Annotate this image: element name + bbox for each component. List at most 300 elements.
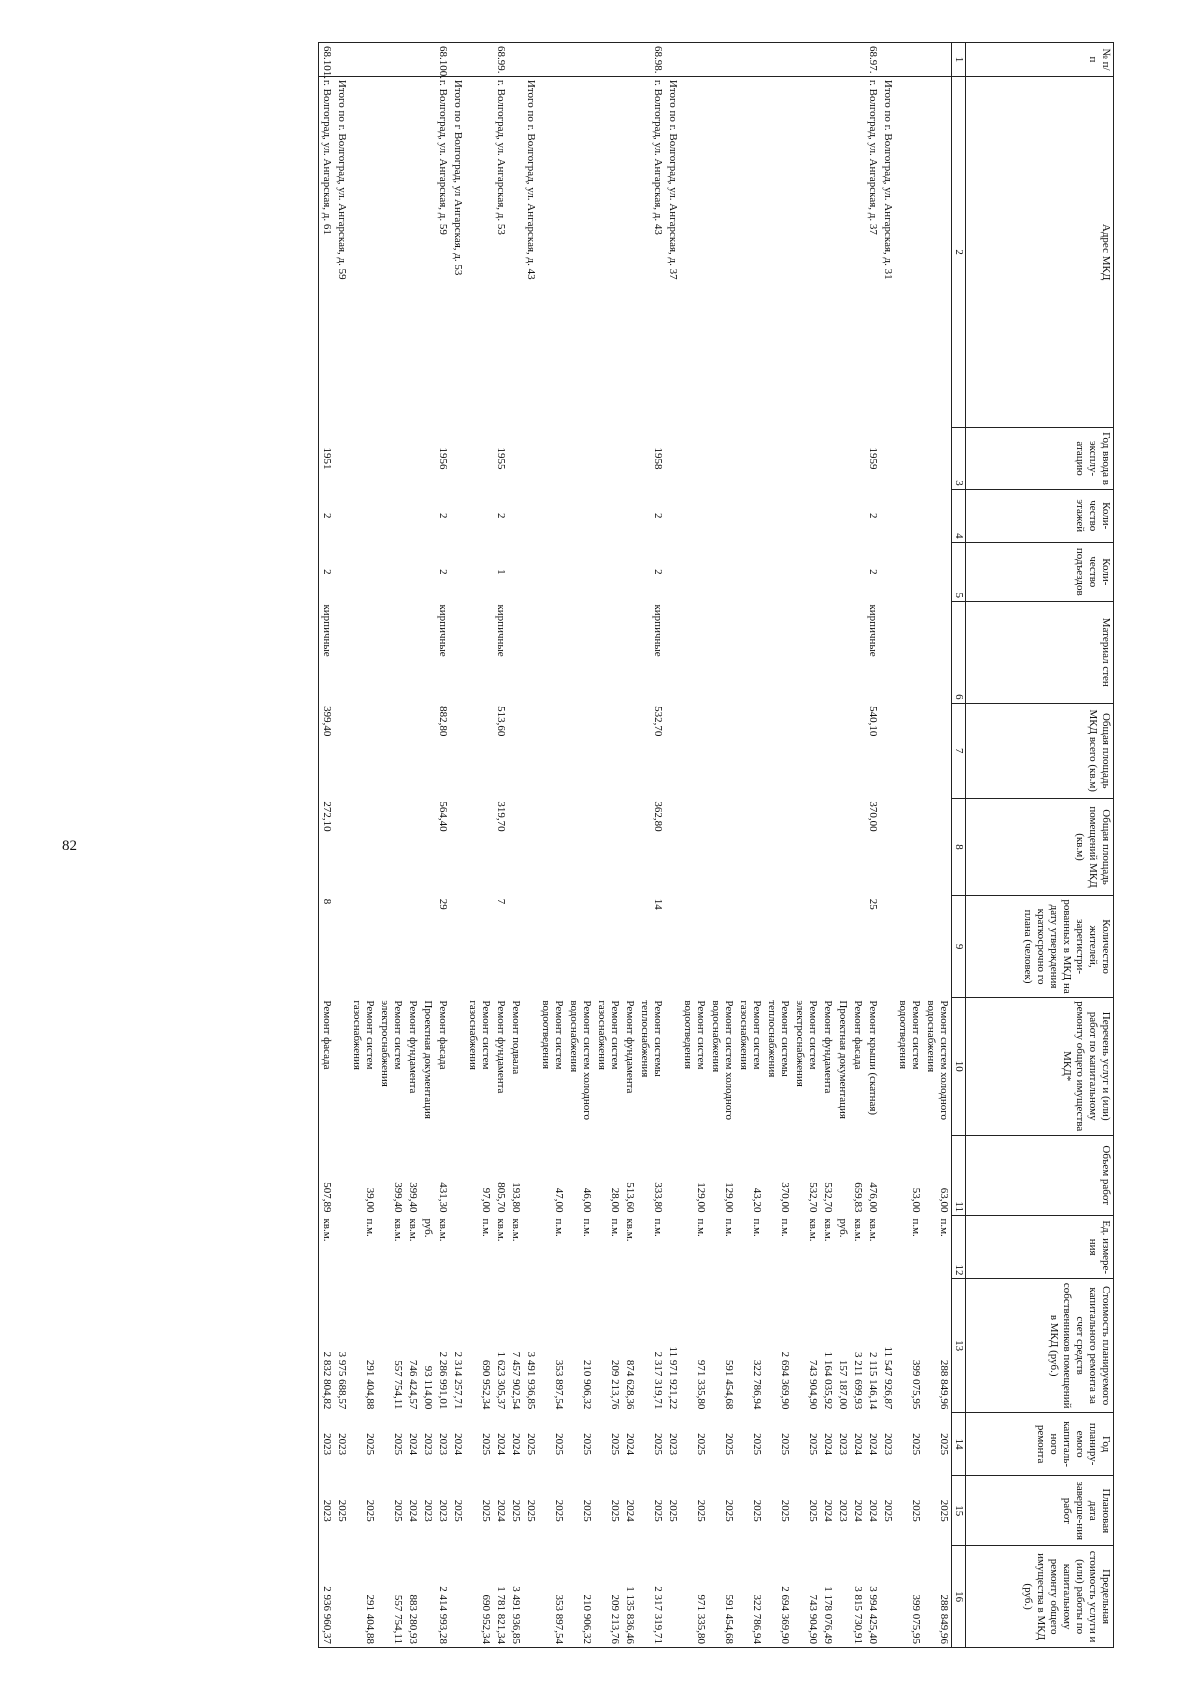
- empty-cell: [405, 43, 420, 77]
- work-cost: 874 628,36: [624, 1359, 636, 1410]
- subtotal-label: Итого по г. Волгоград, ул. Ангарская, д. 31: [882, 79, 894, 280]
- empty-cell: [680, 428, 708, 489]
- empty-cell: [377, 428, 405, 489]
- empty-cell: [665, 43, 680, 77]
- empty-cell: [594, 428, 622, 489]
- empty-cell: [665, 428, 680, 489]
- residents-count: 29: [437, 898, 449, 910]
- entrances-count: 2: [867, 569, 879, 575]
- work-cost: 3 211 699,93: [852, 1352, 864, 1410]
- empty-cell: [622, 703, 637, 798]
- work-unit: п.м.: [910, 1218, 922, 1237]
- empty-cell: [594, 542, 622, 601]
- capital-repair-table: [318, 42, 1114, 1648]
- work-unit: кв.м.: [495, 1218, 507, 1242]
- work-volume: 370,00: [779, 1182, 791, 1213]
- work-volume: 43,20: [751, 1187, 763, 1213]
- empty-cell: [349, 43, 377, 77]
- empty-cell: [923, 798, 952, 895]
- work-end-date: 2024: [822, 1499, 834, 1522]
- work-volume: 333,80: [652, 1182, 664, 1213]
- empty-cell: [508, 489, 523, 542]
- work-row: [508, 43, 523, 1648]
- column-number: 16: [952, 1546, 966, 1648]
- work-volume: 532,70: [822, 1182, 834, 1213]
- empty-cell: [923, 489, 952, 542]
- work-end-date: 2023: [321, 1499, 333, 1522]
- work-unit: п.м.: [364, 1218, 376, 1237]
- work-row: [708, 43, 736, 1648]
- work-limit-cost: 883 280,93: [407, 1594, 419, 1644]
- work-year: 2025: [779, 1433, 791, 1456]
- column-number: 4: [952, 489, 966, 542]
- empty-cell: [450, 489, 465, 542]
- work-volume: 399,40: [392, 1182, 404, 1213]
- empty-cell: [377, 76, 405, 427]
- column-number: 1: [952, 43, 966, 77]
- work-limit-cost: 3 994 425,40: [867, 1586, 879, 1644]
- area-rooms: 319,70: [495, 801, 507, 832]
- empty-cell: [377, 896, 405, 998]
- subtotal-label: Итого по г. Волгоград, ул. Ангарская, д. 37: [667, 79, 679, 280]
- work-cost: 209 213,76: [609, 1359, 621, 1410]
- empty-cell: [895, 428, 923, 489]
- empty-cell: [566, 601, 594, 703]
- residents-count: 8: [321, 898, 333, 905]
- wall-material: кирпичные: [652, 604, 664, 657]
- empty-cell: [508, 428, 523, 489]
- empty-cell: [538, 43, 566, 77]
- empty-cell: [835, 703, 850, 798]
- column-number: 6: [952, 601, 966, 703]
- empty-cell: [622, 489, 637, 542]
- empty-cell: [835, 542, 850, 601]
- empty-cell: [708, 489, 736, 542]
- work-year: 2025: [938, 1433, 950, 1456]
- work-limit-cost: 2 414 993,28: [437, 1586, 449, 1644]
- empty-cell: [420, 542, 435, 601]
- work-cost: 291 404,88: [364, 1359, 376, 1410]
- work-limit-cost: 557 754,11: [392, 1594, 404, 1644]
- subtotal-cost: 2 314 257,71: [452, 1351, 464, 1410]
- empty-cell: [764, 76, 792, 427]
- empty-cell: [523, 997, 538, 1135]
- empty-cell: [377, 798, 405, 895]
- subtotal-year: 2023: [882, 1433, 894, 1456]
- subtotal-cost: 11 971 921,22: [667, 1346, 679, 1410]
- work-cost: 743 904,90: [807, 1359, 819, 1410]
- work-limit-cost: [835, 1546, 850, 1648]
- subtotal-end-date: 2025: [667, 1499, 679, 1522]
- work-volume: 476,00: [867, 1182, 879, 1213]
- work-limit-cost: 210 906,32: [581, 1594, 593, 1644]
- empty-cell: [334, 1215, 349, 1279]
- work-limit-cost: 322 786,94: [751, 1594, 763, 1644]
- work-name: Ремонт фасада: [437, 1000, 449, 1070]
- empty-cell: [405, 703, 420, 798]
- empty-cell: [680, 601, 708, 703]
- work-name: Ремонт подвала: [510, 1000, 522, 1075]
- floors-count: 2: [652, 512, 664, 519]
- work-name: Проектная документация: [837, 1000, 849, 1119]
- work-year: 2025: [652, 1433, 664, 1456]
- empty-cell: [450, 1546, 465, 1648]
- empty-cell: [880, 601, 895, 703]
- column-number: 8: [952, 798, 966, 895]
- year-built: 1959: [867, 447, 879, 470]
- column-number: 3: [952, 428, 966, 489]
- empty-cell: [523, 703, 538, 798]
- subtotal-row: [450, 43, 465, 1648]
- empty-cell: [665, 703, 680, 798]
- empty-cell: [566, 489, 594, 542]
- empty-cell: [566, 703, 594, 798]
- empty-cell: [665, 1546, 680, 1648]
- work-year: 2024: [510, 1433, 522, 1456]
- building-address: г. Волгоград, ул. Ангарская, д. 53: [495, 79, 507, 235]
- empty-cell: [736, 542, 764, 601]
- empty-cell: [880, 896, 895, 998]
- empty-cell: [820, 43, 835, 77]
- work-name: Ремонт систем газоснабжения: [351, 1000, 376, 1070]
- empty-cell: [850, 489, 865, 542]
- work-year: 2023: [321, 1433, 333, 1456]
- empty-cell: [420, 896, 435, 998]
- work-limit-cost: 2 936 960,37: [321, 1586, 333, 1644]
- empty-cell: [880, 1546, 895, 1648]
- work-volume: [420, 1135, 435, 1215]
- empty-cell: [622, 43, 637, 77]
- empty-cell: [736, 428, 764, 489]
- empty-cell: [377, 542, 405, 601]
- work-end-date: 2025: [480, 1499, 492, 1522]
- subtotal-row: [334, 43, 349, 1648]
- subtotal-cost: 3 491 936,85: [525, 1351, 537, 1410]
- empty-cell: [792, 428, 820, 489]
- work-row: [377, 43, 405, 1648]
- work-end-date: 2025: [751, 1499, 763, 1522]
- column-number: 14: [952, 1412, 966, 1476]
- empty-cell: [792, 798, 820, 895]
- empty-cell: [566, 542, 594, 601]
- empty-cell: [523, 542, 538, 601]
- work-unit: п.м.: [723, 1218, 735, 1237]
- empty-cell: [334, 896, 349, 998]
- work-unit: п.м.: [480, 1218, 492, 1237]
- work-unit: руб.: [422, 1218, 434, 1238]
- empty-cell: [665, 1135, 680, 1215]
- empty-cell: [880, 1215, 895, 1279]
- empty-cell: [566, 428, 594, 489]
- work-year: 2025: [609, 1433, 621, 1456]
- work-year: 2025: [910, 1433, 922, 1456]
- area-total: 513,60: [495, 706, 507, 737]
- empty-cell: [465, 76, 493, 427]
- empty-cell: [835, 601, 850, 703]
- empty-cell: [349, 542, 377, 601]
- work-unit: руб.: [837, 1218, 849, 1238]
- empty-cell: [792, 703, 820, 798]
- work-end-date: 2024: [407, 1499, 419, 1522]
- empty-cell: [450, 798, 465, 895]
- work-row: [594, 43, 622, 1648]
- column-number: 10: [952, 997, 966, 1135]
- empty-cell: [820, 542, 835, 601]
- empty-cell: [820, 703, 835, 798]
- empty-cell: [523, 428, 538, 489]
- empty-cell: [450, 896, 465, 998]
- work-unit: кв.м.: [437, 1218, 449, 1242]
- work-volume: 28,00: [609, 1187, 621, 1213]
- year-built: 1955: [495, 447, 507, 470]
- empty-cell: [594, 76, 622, 427]
- residents-count: 14: [652, 898, 664, 910]
- work-end-date: 2025: [652, 1499, 664, 1522]
- empty-cell: [420, 489, 435, 542]
- empty-cell: [334, 428, 349, 489]
- subtotal-label: Итого по г. Волгоград, ул. Ангарская, д. 59: [336, 79, 348, 280]
- entrances-count: 2: [321, 569, 333, 575]
- empty-cell: [465, 798, 493, 895]
- empty-cell: [594, 896, 622, 998]
- area-total: 399,40: [321, 706, 333, 737]
- work-limit-cost: 1 178 076,49: [822, 1586, 834, 1644]
- empty-cell: [349, 428, 377, 489]
- empty-cell: [465, 428, 493, 489]
- empty-cell: [923, 601, 952, 703]
- work-row: [764, 43, 792, 1648]
- page-number: 82: [62, 838, 77, 854]
- empty-cell: [895, 43, 923, 77]
- empty-cell: [523, 43, 538, 77]
- year-built: 1951: [321, 447, 333, 470]
- work-row: [420, 43, 435, 1648]
- work-end-date: 2025: [910, 1499, 922, 1522]
- work-year: 2025: [364, 1433, 376, 1456]
- work-end-date: 2025: [364, 1499, 376, 1522]
- area-rooms: 370,00: [867, 801, 879, 832]
- empty-cell: [349, 601, 377, 703]
- empty-cell: [538, 428, 566, 489]
- work-year: 2024: [407, 1433, 419, 1456]
- empty-cell: [835, 428, 850, 489]
- empty-cell: [895, 896, 923, 998]
- empty-cell: [538, 542, 566, 601]
- work-name: Ремонт системы теплоснабжения: [639, 1000, 664, 1078]
- work-name: Проектная документация: [422, 1000, 434, 1119]
- work-row: [820, 43, 835, 1648]
- work-end-date: 2025: [695, 1499, 707, 1522]
- empty-cell: [566, 798, 594, 895]
- empty-cell: [523, 1135, 538, 1215]
- area-rooms: 272,10: [321, 801, 333, 832]
- work-row: [680, 43, 708, 1648]
- work-year: 2024: [852, 1433, 864, 1456]
- empty-cell: [405, 489, 420, 542]
- empty-cell: [850, 601, 865, 703]
- empty-cell: [450, 542, 465, 601]
- empty-cell: [708, 428, 736, 489]
- empty-cell: [850, 798, 865, 895]
- empty-cell: [680, 43, 708, 77]
- empty-cell: [736, 703, 764, 798]
- work-end-date: 2025: [779, 1499, 791, 1522]
- empty-cell: [334, 601, 349, 703]
- empty-cell: [538, 601, 566, 703]
- work-row: [895, 43, 923, 1648]
- work-cost: 93 114,00: [422, 1365, 434, 1410]
- empty-cell: [420, 703, 435, 798]
- header-area-rooms: Общая площадь помещений МКД (кв.м): [966, 798, 1114, 895]
- empty-cell: [334, 43, 349, 77]
- empty-cell: [880, 1135, 895, 1215]
- empty-cell: [792, 43, 820, 77]
- work-year: 2024: [867, 1433, 879, 1456]
- work-unit: п.м.: [581, 1218, 593, 1237]
- subtotal-cost: 11 547 926,87: [882, 1346, 894, 1410]
- empty-cell: [665, 542, 680, 601]
- empty-cell: [708, 798, 736, 895]
- building-address: г. Волгоград, ул. Ангарская, д. 61: [321, 79, 333, 235]
- work-end-date: 2025: [581, 1499, 593, 1522]
- work-unit: п.м.: [652, 1218, 664, 1237]
- empty-cell: [508, 76, 523, 427]
- work-end-date: 2025: [723, 1499, 735, 1522]
- empty-cell: [508, 798, 523, 895]
- work-limit-cost: 3 491 936,85: [510, 1586, 522, 1644]
- empty-cell: [465, 542, 493, 601]
- work-year: 2023: [422, 1433, 434, 1456]
- work-end-date: 2025: [609, 1499, 621, 1522]
- empty-cell: [420, 798, 435, 895]
- work-name: Ремонт систем водоотведения: [897, 1000, 922, 1070]
- work-volume: [835, 1135, 850, 1215]
- empty-cell: [334, 1546, 349, 1648]
- entrances-count: 1: [495, 569, 507, 575]
- work-name: Ремонт систем газоснабжения: [738, 1000, 763, 1070]
- residents-count: 25: [867, 898, 879, 910]
- empty-cell: [450, 43, 465, 77]
- empty-cell: [792, 489, 820, 542]
- header-residents: Количество жителей, зарегистри-рованных в МКД на дату утверждения краткосрочно го плана (человек): [966, 896, 1114, 998]
- empty-cell: [594, 43, 622, 77]
- work-year: 2025: [807, 1433, 819, 1456]
- empty-cell: [792, 601, 820, 703]
- empty-cell: [835, 798, 850, 895]
- empty-cell: [708, 601, 736, 703]
- work-name: Ремонт фундамента: [624, 1000, 636, 1094]
- work-unit: кв.м.: [624, 1218, 636, 1242]
- header-year-built: Год ввода в эксплу-атацию: [966, 428, 1114, 489]
- building-row: [637, 43, 665, 1648]
- subtotal-cost: 3 975 688,57: [336, 1351, 348, 1410]
- subtotal-year: 2024: [452, 1433, 464, 1456]
- empty-cell: [764, 896, 792, 998]
- header-limit-cost: Предельная стоимость услуги и (или) работы по капитальному ремонту общего имущества в МКД (руб.): [966, 1546, 1114, 1648]
- empty-cell: [450, 428, 465, 489]
- empty-cell: [594, 703, 622, 798]
- work-cost: 591 454,68: [723, 1359, 735, 1410]
- header-repair-year: Год планиру-емого капиталь-ного ремонта: [966, 1412, 1114, 1476]
- empty-cell: [405, 798, 420, 895]
- header-entrances: Коли-чество подъездов: [966, 542, 1114, 601]
- building-row: [493, 43, 508, 1648]
- work-limit-cost: [420, 1546, 435, 1648]
- empty-cell: [377, 703, 405, 798]
- empty-cell: [349, 703, 377, 798]
- floors-count: 2: [437, 512, 449, 519]
- empty-cell: [680, 489, 708, 542]
- work-row: [792, 43, 820, 1648]
- work-cost: 2 694 369,90: [779, 1351, 791, 1410]
- work-name: Ремонт систем водоотведения: [682, 1000, 707, 1070]
- floors-count: 2: [321, 512, 333, 519]
- work-name: Ремонт крыши (скатная): [867, 1000, 879, 1116]
- header-unit: Ед. измере-ния: [966, 1215, 1114, 1279]
- empty-cell: [566, 76, 594, 427]
- empty-cell: [764, 43, 792, 77]
- header-area-total: Общая площадь МКД всего (кв.м): [966, 703, 1114, 798]
- empty-cell: [566, 43, 594, 77]
- empty-cell: [850, 542, 865, 601]
- building-row: [435, 43, 450, 1648]
- subtotal-row: [880, 43, 895, 1648]
- work-cost: 2 317 319,71: [652, 1351, 664, 1410]
- work-end-date: 2023: [422, 1499, 434, 1522]
- work-unit: кв.м.: [822, 1218, 834, 1242]
- empty-cell: [850, 43, 865, 77]
- empty-cell: [508, 703, 523, 798]
- empty-cell: [508, 896, 523, 998]
- empty-cell: [708, 43, 736, 77]
- empty-cell: [450, 601, 465, 703]
- work-row: [736, 43, 764, 1648]
- empty-cell: [736, 76, 764, 427]
- empty-cell: [465, 43, 493, 77]
- work-end-date: 2025: [510, 1499, 522, 1522]
- empty-cell: [405, 601, 420, 703]
- work-limit-cost: 690 952,34: [480, 1594, 492, 1644]
- empty-cell: [764, 703, 792, 798]
- empty-cell: [792, 896, 820, 998]
- work-unit: кв.м.: [852, 1218, 864, 1242]
- empty-cell: [538, 798, 566, 895]
- building-number: 68.97.: [865, 43, 880, 77]
- empty-cell: [523, 1215, 538, 1279]
- empty-cell: [820, 428, 835, 489]
- work-name: Ремонт систем электроснабжения: [379, 1000, 404, 1087]
- header-cost: Стоимость планируемого капитального ремонта за счет средств собственников помещений в МКД (руб.): [966, 1279, 1114, 1412]
- empty-cell: [622, 798, 637, 895]
- subtotal-year: 2023: [667, 1433, 679, 1456]
- work-limit-cost: 2 694 369,90: [779, 1586, 791, 1644]
- empty-cell: [923, 43, 952, 77]
- header-address: Адрес МКД: [966, 76, 1114, 427]
- work-year: 2025: [695, 1433, 707, 1456]
- empty-cell: [895, 703, 923, 798]
- work-volume: 129,00: [723, 1182, 735, 1213]
- work-row: [538, 43, 566, 1648]
- work-year: 2024: [495, 1433, 507, 1456]
- building-address: г. Волгоград, ул. Ангарская, д. 59: [437, 79, 449, 235]
- empty-cell: [736, 489, 764, 542]
- work-cost: 1 623 305,37: [495, 1351, 507, 1410]
- work-row: [622, 43, 637, 1648]
- column-number: 15: [952, 1476, 966, 1546]
- empty-cell: [465, 896, 493, 998]
- empty-cell: [508, 43, 523, 77]
- empty-cell: [377, 43, 405, 77]
